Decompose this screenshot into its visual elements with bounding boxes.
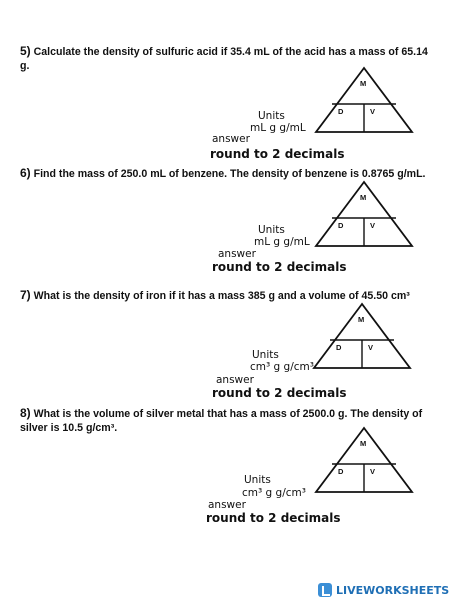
triangle-d-label: D: [338, 107, 344, 116]
triangle-d-label: D: [338, 221, 344, 230]
question-7-text: [20, 288, 438, 303]
triangle-v-label: V: [370, 467, 376, 476]
units-label: Units: [252, 349, 279, 361]
triangle-m-label: M: [360, 193, 367, 202]
round-instruction: round to 2 decimals: [206, 511, 341, 525]
answer-label: answer: [208, 499, 246, 511]
units-label: Units: [258, 224, 285, 236]
question-6-text: [20, 166, 438, 181]
units-label: Units: [258, 110, 285, 122]
question-body: What is the volume of silver metal that has a mass of 2500.0 g. The density of silver is 10.5 g/cm³.: [20, 408, 423, 434]
dmv-triangle-5: [314, 66, 414, 134]
triangle-m-label: M: [360, 79, 367, 88]
question-number: 7): [20, 288, 31, 302]
dmv-triangle-7: [312, 302, 412, 370]
triangle-d-label: D: [336, 343, 342, 352]
dmv-triangle-6: [314, 180, 414, 248]
answer-label: answer: [212, 133, 250, 145]
units-value: mL g g/mL: [250, 122, 306, 134]
question-number: 6): [20, 166, 31, 180]
question-body: Find the mass of 250.0 mL of benzene. The density of benzene is 0.8765 g/mL.: [33, 168, 426, 180]
answer-label: answer: [218, 248, 256, 260]
triangle-v-label: V: [368, 343, 374, 352]
triangle-m-label: M: [360, 439, 367, 448]
question-number: 5): [20, 44, 31, 58]
answer-label: answer: [216, 374, 254, 386]
triangle-v-label: V: [370, 221, 376, 230]
triangle-m-label: M: [358, 315, 365, 324]
round-instruction: round to 2 decimals: [212, 260, 347, 274]
liveworksheets-logo-icon: [318, 583, 332, 597]
liveworksheets-footer[interactable]: [318, 582, 449, 598]
triangle-d-label: D: [338, 467, 344, 476]
units-value: mL g g/mL: [254, 236, 310, 248]
dmv-triangle-8: [314, 426, 414, 494]
units-label: Units: [244, 474, 271, 486]
round-instruction: round to 2 decimals: [210, 147, 345, 161]
triangle-v-label: V: [370, 107, 376, 116]
units-value: cm³ g g/cm³: [250, 361, 314, 373]
question-body: What is the density of iron if it has a mass 385 g and a volume of 45.50 cm³: [33, 290, 410, 302]
question-body: Calculate the density of sulfuric acid if 35.4 mL of the acid has a mass of 65.14 g.: [20, 46, 428, 72]
round-instruction: round to 2 decimals: [212, 386, 347, 400]
units-value: cm³ g g/cm³: [242, 487, 306, 499]
brand-name: LIVEWORKSHEETS: [336, 583, 450, 597]
question-number: 8): [20, 406, 31, 420]
